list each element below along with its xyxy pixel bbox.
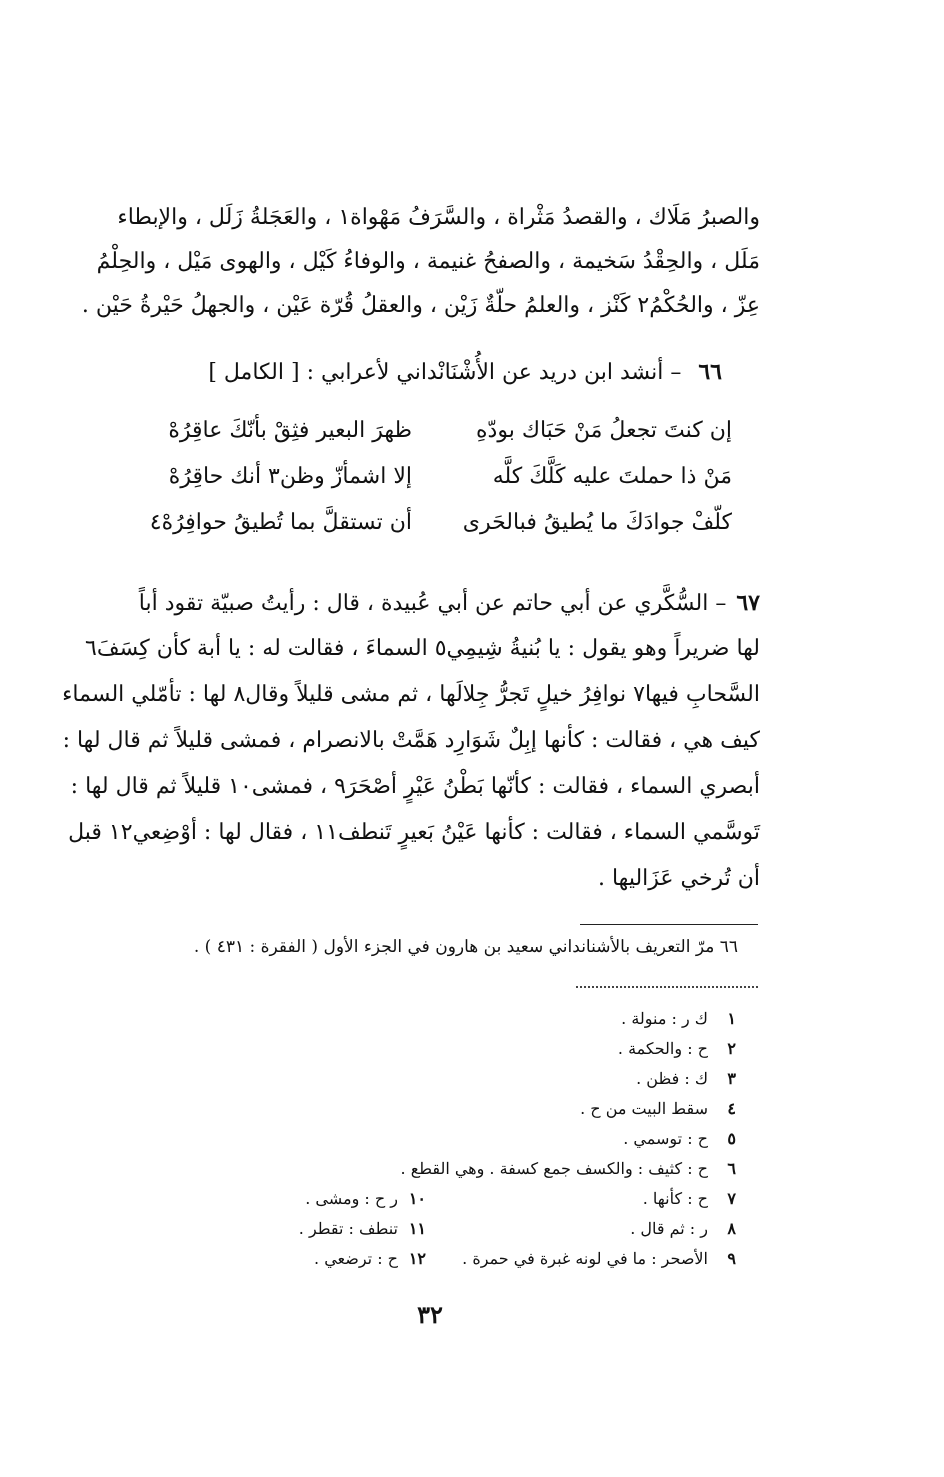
footnote-number: ٥	[727, 1129, 736, 1148]
poem-verse	[112, 454, 732, 500]
footnote-number: ٣	[727, 1069, 736, 1088]
section-number: ٦٧	[736, 590, 760, 616]
footnote-item	[176, 1034, 736, 1064]
verse-second-hemistich: أن تستقلَّ بما تُطيقُ حوافِرُهْ٤	[149, 510, 412, 535]
footnote-item	[206, 1214, 426, 1244]
verse-first-hemistich: إن كنتَ تجعلُ مَنْ حَبَاك بودّهِ	[476, 418, 732, 443]
section-first-line: – السُّكَّري عن أبي حاتم عن أبي عُبيدة ، قال : رأيتُ صبيّة تقود أباً	[138, 591, 727, 616]
footnote-text: ح : والحكمة .	[617, 1039, 708, 1058]
footnote-item	[176, 1004, 736, 1034]
section-heading-text: – أنشد ابن دريد عن الأُشْنَانْداني لأعرابي : [ الكامل ]	[208, 360, 682, 385]
footnote-text: تنطف : تقطر .	[298, 1219, 398, 1238]
text-line: أن تُرخي عَزَاليها .	[597, 866, 760, 891]
footnote-text: ك ر : منولة .	[621, 1009, 708, 1028]
section-number: ٦٦	[698, 359, 722, 385]
text-line	[90, 580, 760, 626]
footnote-text: ح : توسمي .	[623, 1129, 708, 1148]
footnote-item	[206, 1244, 426, 1274]
footnote-number: ١	[727, 1009, 736, 1028]
text-line: تَوسَّمي السماء ، فقالت : كأنها عَيْنُ بَعيرٍ تَنطف١١ ، فقال لها : أوْضِعي١٢ قبل	[68, 820, 760, 845]
footnote-separator	[580, 924, 758, 925]
dotted-separator	[576, 986, 758, 988]
footnotes-list-second-column	[206, 1184, 426, 1274]
footnote-number: ١٠	[408, 1189, 426, 1208]
verse-first-hemistich: مَنْ ذا حملتَ عليه كَلَّكَ كلَّه	[492, 464, 732, 489]
footnote-item	[176, 1064, 736, 1094]
footnote-item	[176, 1094, 736, 1124]
footnote-number: ١٢	[408, 1249, 426, 1268]
footnote-text: ح : كثيف : والكسف جمع كسفة . وهي القطع .	[400, 1159, 708, 1178]
footnote-text: ر ح : ومشى .	[305, 1189, 398, 1208]
footnote-number: ٧	[727, 1189, 736, 1208]
footnote-item	[176, 1124, 736, 1154]
footnote-number: ٩	[727, 1249, 736, 1268]
verse-first-hemistich: كلّفْ جوادَكَ ما يُطيقُ فبالحَرى	[462, 510, 732, 535]
footnote-item	[176, 1154, 736, 1184]
verse-second-hemistich: ظهرَ البعير فثِقْ بأنّكَ عاقِرُهْ	[168, 418, 412, 443]
footnote-text: ك : فظن .	[636, 1069, 708, 1088]
footnote-number: ٢	[727, 1039, 736, 1058]
footnote-text: الأصحر : ما في لونه غبرة في حمرة .	[462, 1249, 708, 1268]
section-66-heading	[122, 352, 722, 393]
verse-second-hemistich: إلا اشمأزّ وظن٣ أنك حاقِرُهْ	[168, 464, 412, 489]
text-line: كيف هي ، فقالت : كأنها إبِلٌ شَوَارِد هَمَّتْ بالانصرام ، فمشى قليلاً ثم قال لها :	[62, 728, 760, 753]
footnote-number: ٤	[727, 1099, 736, 1118]
text-line: السَّحابِ فيها٧ نوافِرُ خيلٍ تَجرُّ جِلالَها ، ثم مشى قليلاً وقال٨ لها : تأمّلي السماء	[62, 682, 760, 707]
opening-paragraph	[81, 196, 760, 328]
footnote-text: ر : ثم قال .	[630, 1219, 708, 1238]
footnote-text: سقط البيت من ح .	[580, 1099, 708, 1118]
text-line: والصبرُ مَلَاك ، والقصدُ مَثْراة ، والسَّرَفُ مَهْواة١ ، والعَجَلةُ زَلَل ، والإبطاء	[117, 205, 760, 230]
poem-verse	[112, 500, 732, 546]
footnote-item	[206, 1184, 426, 1214]
poem	[112, 408, 732, 546]
text-line: أبصري السماء ، فقالت : كأنّها بَطْنُ عَيْرٍ أصْحَرَ٩ ، فمشى١٠ قليلاً ثم قال لها :	[70, 774, 760, 799]
text-line: مَلَل ، والحِقْدُ سَخيمة ، والصفحُ غنيمة ، والوفاءُ كَيْل ، والهوى مَيْل ، والحِلْمُ	[96, 249, 760, 274]
footnote-text: ح : كأنها .	[642, 1189, 708, 1208]
section-67-paragraph	[62, 580, 760, 902]
text-line: لها ضريراً وهو يقول : يا بُنيةُ شِيمِي٥ السماءَ ، فقالت له : يا أبة كأن كِسَفَ٦	[85, 636, 760, 661]
poem-verse	[112, 408, 732, 454]
page-number: ٣٢	[417, 1300, 443, 1329]
footnote-text: ح : ترضعي .	[314, 1249, 398, 1268]
footnote-number: ٦	[727, 1159, 736, 1178]
footnote-number: ١١	[408, 1219, 426, 1238]
text-line: عِزّ ، والحُكْمُ٢ كَنْز ، والعلمُ حلّةٌ زَيْن ، والعقلُ قُرّة عَيْن ، والجهلُ حَيْرةُ حَيْن .	[81, 293, 760, 318]
section-note: ٦٦ مرّ التعريف بالأشنانداني سعيد بن هارون في الجزء الأول ( الفقرة : ٤٣١ ) .	[193, 937, 738, 957]
footnote-number: ٨	[727, 1219, 736, 1238]
